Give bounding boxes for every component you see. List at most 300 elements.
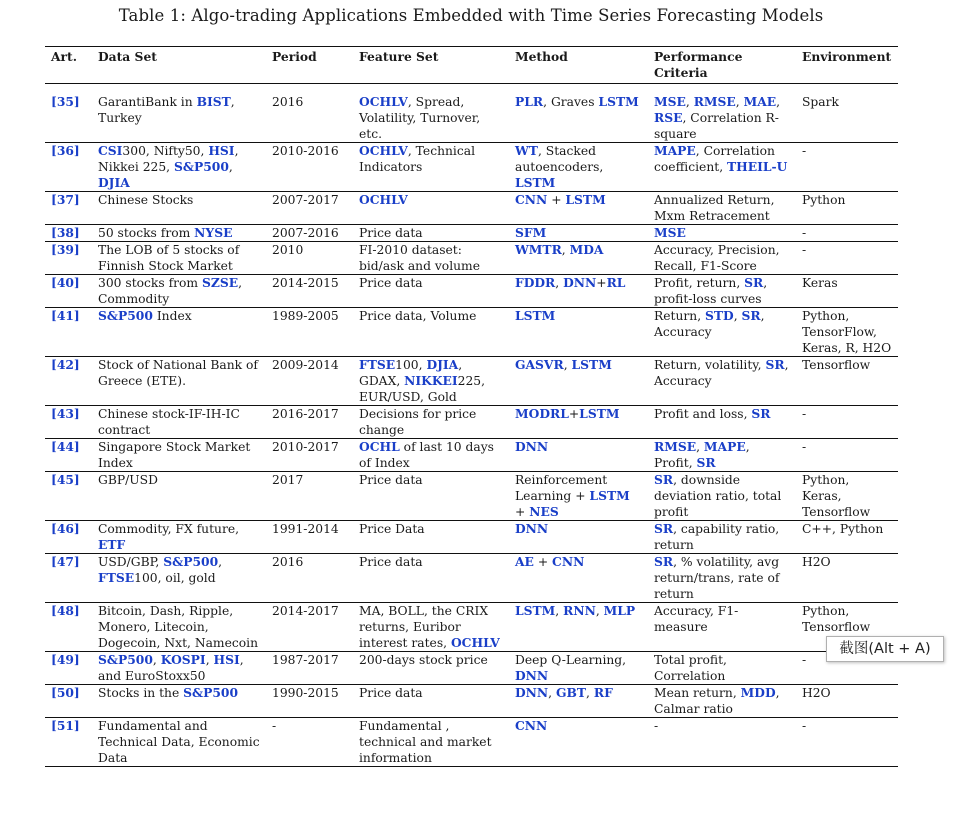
reference-link[interactable]: [39]: [51, 242, 80, 257]
cell-text: Total profit, Correlation: [654, 653, 727, 683]
reference-link[interactable]: [51]: [51, 718, 80, 733]
cell-data-set: [92, 143, 266, 192]
citation-link[interactable]: WT: [515, 143, 538, 158]
citation-link[interactable]: SR: [654, 521, 674, 536]
cell-text: -: [802, 407, 807, 421]
reference-link[interactable]: [50]: [51, 685, 80, 700]
citation-link[interactable]: S&P500: [183, 685, 239, 700]
cell-feature-set: [353, 521, 509, 554]
cell-period: [266, 192, 353, 225]
cell-text: -: [802, 226, 807, 240]
cell-performance-criteria: [648, 275, 796, 308]
citation-link[interactable]: HSI: [213, 652, 240, 667]
cell-period: [266, 652, 353, 685]
citation-link[interactable]: RSE: [654, 110, 683, 125]
cell-art: [45, 685, 92, 718]
cell-feature-set: [353, 685, 509, 718]
cell-data-set: [92, 225, 266, 242]
cell-text: -: [802, 719, 807, 733]
cell-text: 2010-2017: [272, 440, 339, 454]
cell-data-set: [92, 308, 266, 357]
cell-text: ,: [561, 243, 570, 257]
citation-link[interactable]: LSTM: [589, 488, 630, 503]
cell-text: , Spread, Volatility, Turnover, etc.: [359, 95, 481, 141]
reference-link[interactable]: [49]: [51, 652, 80, 667]
cell-text: ,: [563, 358, 572, 372]
cell-text: ,: [733, 309, 742, 323]
reference-link[interactable]: [38]: [51, 225, 80, 240]
cell-performance-criteria: [648, 521, 796, 554]
cell-text: Price data: [359, 555, 423, 569]
cell-text: Price data: [359, 226, 423, 240]
citation-link[interactable]: LSTM: [598, 94, 639, 109]
citation-link[interactable]: CNN: [552, 554, 585, 569]
cell-text: Annualized Return, Mxm Retracement: [654, 193, 775, 223]
reference-link[interactable]: [37]: [51, 192, 80, 207]
citation-link[interactable]: SR: [654, 554, 674, 569]
citation-link[interactable]: RMSE: [654, 439, 697, 454]
citation-link[interactable]: DNN: [515, 685, 549, 700]
citation-link[interactable]: NES: [529, 504, 559, 519]
cell-text: 2010-2016: [272, 144, 339, 158]
cell-method: [509, 685, 648, 718]
cell-environment: [796, 439, 898, 472]
citation-link[interactable]: MSE: [654, 225, 686, 240]
cell-performance-criteria: [648, 94, 796, 143]
cell-text: The LOB of 5 stocks of Finnish Stock Market: [98, 243, 240, 273]
citation-link[interactable]: NIKKEI: [404, 373, 458, 388]
citation-link[interactable]: RF: [593, 685, 613, 700]
citation-link[interactable]: MAPE: [703, 439, 746, 454]
cell-text: ,: [685, 95, 694, 109]
cell-art: [45, 718, 92, 767]
cell-art: [45, 406, 92, 439]
citation-link[interactable]: S&P500: [98, 652, 153, 667]
header-row: [45, 47, 898, 84]
cell-data-set: [92, 603, 266, 652]
cell-performance-criteria: [648, 192, 796, 225]
cell-text: 2016: [272, 95, 304, 109]
cell-text: Singapore Stock Market Index: [98, 440, 251, 470]
cell-period: [266, 439, 353, 472]
cell-performance-criteria: [648, 718, 796, 767]
citation-link[interactable]: FTSE: [98, 570, 135, 585]
cell-text: C++, Python: [802, 522, 884, 536]
cell-text: +: [515, 505, 530, 519]
citation-link[interactable]: DNN: [515, 439, 549, 454]
cell-data-set: [92, 406, 266, 439]
table-row: [45, 685, 898, 718]
cell-text: Commodity, FX future,: [98, 522, 240, 536]
cell-text: ,: [228, 160, 233, 174]
cell-period: [266, 406, 353, 439]
cell-text: Bitcoin, Dash, Ripple, Monero, Litecoin, Dogecoin, Nxt, Namecoin: [98, 604, 258, 650]
table-row: [45, 406, 898, 439]
header-environment: Environment: [802, 49, 892, 64]
cell-feature-set: [353, 143, 509, 192]
cell-environment: [796, 275, 898, 308]
cell-text: ,: [218, 555, 223, 569]
cell-period: [266, 718, 353, 767]
cell-period: [266, 143, 353, 192]
citation-link[interactable]: SR: [654, 472, 674, 487]
cell-method: [509, 652, 648, 685]
cell-text: 1990-2015: [272, 686, 339, 700]
screenshot-shortcut-tooltip: 截图(Alt + A): [826, 636, 944, 662]
reference-link[interactable]: [46]: [51, 521, 80, 536]
cell-text: 100,: [395, 358, 427, 372]
cell-feature-set: [353, 192, 509, 225]
cell-method: [509, 143, 648, 192]
cell-text: Price data: [359, 686, 423, 700]
cell-text: ,: [555, 604, 564, 618]
cell-environment: [796, 472, 898, 521]
cell-art: [45, 521, 92, 554]
reference-link[interactable]: [48]: [51, 603, 80, 618]
cell-text: +: [596, 276, 607, 290]
cell-period: [266, 225, 353, 242]
table-caption: Table 1: Algo-trading Applications Embedded with Time Series Forecasting Models: [118, 6, 824, 25]
cell-performance-criteria: [648, 242, 796, 275]
cell-feature-set: [353, 554, 509, 603]
table-row: [45, 308, 898, 357]
cell-text: +: [547, 193, 566, 207]
citation-link[interactable]: SR: [765, 357, 785, 372]
cell-environment: [796, 242, 898, 275]
cell-text: ,: [548, 686, 556, 700]
table-row: [45, 439, 898, 472]
citation-link[interactable]: RL: [606, 275, 626, 290]
cell-art: [45, 192, 92, 225]
cell-performance-criteria: [648, 554, 796, 603]
citation-link[interactable]: MODRL: [515, 406, 569, 421]
cell-data-set: [92, 192, 266, 225]
citation-link[interactable]: OCHLV: [359, 143, 408, 158]
cell-art: [45, 357, 92, 406]
cell-text: Index: [152, 309, 192, 323]
cell-art: [45, 652, 92, 685]
citation-link[interactable]: S&P500: [163, 554, 219, 569]
citation-link[interactable]: FTSE: [359, 357, 396, 372]
citation-link[interactable]: S&P500: [174, 159, 229, 174]
cell-environment: [796, 718, 898, 767]
table-row: [45, 603, 898, 652]
reference-link[interactable]: [41]: [51, 308, 80, 323]
cell-method: [509, 357, 648, 406]
cell-data-set: [92, 472, 266, 521]
table-row: [45, 275, 898, 308]
spacer-cell: [45, 84, 898, 95]
cell-art: [45, 472, 92, 521]
citation-link[interactable]: DNN: [515, 521, 549, 536]
reference-link[interactable]: [44]: [51, 439, 80, 454]
cell-environment: [796, 357, 898, 406]
cell-period: [266, 472, 353, 521]
cell-method: [509, 439, 648, 472]
citation-link[interactable]: AE: [515, 554, 534, 569]
table-row: [45, 554, 898, 603]
cell-text: GBP/USD: [98, 473, 158, 487]
header-period: Period: [272, 49, 317, 64]
reference-link[interactable]: [36]: [51, 143, 80, 158]
cell-performance-criteria: [648, 472, 796, 521]
citation-link[interactable]: GBT: [555, 685, 587, 700]
cell-text: GarantiBank in: [98, 95, 197, 109]
cell-text: 2007-2017: [272, 193, 339, 207]
cell-data-set: [92, 652, 266, 685]
cell-feature-set: [353, 275, 509, 308]
cell-text: USD/GBP,: [98, 555, 164, 569]
cell-text: Profit, return,: [654, 276, 745, 290]
cell-feature-set: [353, 225, 509, 242]
cell-text: Price data: [359, 473, 423, 487]
cell-method: [509, 554, 648, 603]
citation-link[interactable]: STD: [705, 308, 734, 323]
citation-link[interactable]: MAPE: [654, 143, 696, 158]
cell-period: [266, 521, 353, 554]
cell-text: , Correlation coefficient,: [654, 144, 775, 174]
cell-text: MA, BOLL, the CRIX returns, Euribor interest rates,: [359, 604, 489, 650]
cell-text: , capability ratio, return: [654, 522, 780, 552]
cell-performance-criteria: [648, 652, 796, 685]
citation-link[interactable]: LSTM: [515, 308, 556, 323]
cell-art: [45, 94, 92, 143]
cell-text: 200-days stock price: [359, 653, 488, 667]
citation-link[interactable]: SR: [696, 455, 716, 470]
cell-method: [509, 603, 648, 652]
cell-environment: [796, 143, 898, 192]
cell-text: , GDAX,: [359, 358, 463, 388]
cell-text: Stock of National Bank of Greece (ETE).: [98, 358, 258, 388]
citation-link[interactable]: LSTM: [515, 603, 556, 618]
citation-link[interactable]: DNN: [563, 275, 597, 290]
reference-link[interactable]: [40]: [51, 275, 80, 290]
cell-environment: [796, 192, 898, 225]
reference-link[interactable]: [35]: [51, 94, 80, 109]
cell-text: , Calmar ratio: [654, 686, 780, 716]
table-row: [45, 652, 898, 685]
cell-data-set: [92, 275, 266, 308]
citation-link[interactable]: HSI: [208, 143, 235, 158]
cell-text: ,: [735, 95, 744, 109]
citation-link[interactable]: DJIA: [98, 175, 130, 190]
header-data-set: Data Set: [98, 49, 157, 64]
cell-method: [509, 242, 648, 275]
cell-text: Chinese stock-IF-IH-IC contract: [98, 407, 240, 437]
cell-data-set: [92, 242, 266, 275]
citation-link[interactable]: THEIL-U: [727, 159, 788, 174]
citation-link[interactable]: KOSPI: [160, 652, 206, 667]
cell-text: Deep Q-Learning,: [515, 653, 627, 667]
cell-text: 1991-2014: [272, 522, 339, 536]
citation-link[interactable]: S&P500: [98, 308, 153, 323]
cell-feature-set: [353, 652, 509, 685]
cell-data-set: [92, 718, 266, 767]
cell-text: ,: [586, 686, 594, 700]
citation-link[interactable]: WMTR: [515, 242, 562, 257]
citation-link[interactable]: ETF: [98, 537, 126, 552]
citation-link[interactable]: SR: [751, 406, 771, 421]
citation-link[interactable]: CSI: [98, 143, 123, 158]
cell-text: 2017: [272, 473, 304, 487]
cell-text: , Accuracy: [654, 309, 765, 339]
citation-link[interactable]: OCHLV: [359, 192, 408, 207]
cell-text: Python: [802, 193, 846, 207]
cell-method: [509, 472, 648, 521]
reference-link[interactable]: [42]: [51, 357, 80, 372]
citation-link[interactable]: NYSE: [194, 225, 233, 240]
cell-text: Python, TensorFlow, Keras, R, H2O: [802, 309, 892, 355]
cell-text: , and EuroStoxx50: [98, 653, 244, 683]
table-row: [45, 718, 898, 767]
cell-text: ,: [696, 440, 704, 454]
cell-environment: [796, 521, 898, 554]
reference-link[interactable]: [45]: [51, 472, 80, 487]
cell-text: 300, Nifty50,: [122, 144, 209, 158]
citation-link[interactable]: GASVR: [515, 357, 564, 372]
cell-feature-set: [353, 308, 509, 357]
cell-text: , Turkey: [98, 95, 235, 125]
citation-link[interactable]: MLP: [603, 603, 636, 618]
citation-link[interactable]: OCHLV: [359, 94, 408, 109]
cell-method: [509, 225, 648, 242]
cell-text: 225, EUR/USD, Gold: [359, 374, 486, 404]
citation-link[interactable]: DJIA: [426, 357, 459, 372]
citation-link[interactable]: PLR: [515, 94, 544, 109]
cell-text: H2O: [802, 555, 831, 569]
cell-text: 2016-2017: [272, 407, 339, 421]
citation-link[interactable]: OCHL: [359, 439, 400, 454]
cell-method: [509, 406, 648, 439]
cell-text: -: [802, 653, 807, 667]
citation-link[interactable]: SR: [744, 275, 764, 290]
cell-text: 1987-2017: [272, 653, 339, 667]
cell-text: H2O: [802, 686, 831, 700]
cell-text: of last 10 days of Index: [359, 440, 494, 470]
cell-text: , Correlation R-square: [654, 111, 779, 141]
cell-period: [266, 603, 353, 652]
citation-link[interactable]: SFM: [515, 225, 547, 240]
cell-feature-set: [353, 439, 509, 472]
cell-art: [45, 143, 92, 192]
cell-period: [266, 94, 353, 143]
cell-art: [45, 439, 92, 472]
cell-period: [266, 554, 353, 603]
cell-data-set: [92, 685, 266, 718]
cell-text: +: [533, 555, 553, 569]
citation-link[interactable]: SR: [741, 308, 761, 323]
header-feature-set: Feature Set: [359, 49, 439, 64]
table-row: [45, 225, 898, 242]
cell-text: , Technical Indicators: [359, 144, 476, 174]
cell-data-set: [92, 94, 266, 143]
citation-link[interactable]: MAE: [743, 94, 777, 109]
cell-text: Stocks in the: [98, 686, 184, 700]
header-performance-criteria: Performance Criteria: [654, 49, 743, 80]
citation-link[interactable]: FDDR: [515, 275, 556, 290]
cell-text: ,: [776, 95, 781, 109]
citation-link[interactable]: LSTM: [579, 406, 620, 421]
cell-text: Fundamental , technical and market information: [359, 719, 492, 765]
reference-link[interactable]: [47]: [51, 554, 80, 569]
cell-text: Return,: [654, 309, 706, 323]
cell-environment: [796, 94, 898, 143]
citation-link[interactable]: CNN: [515, 192, 548, 207]
citation-link[interactable]: OCHLV: [450, 635, 500, 650]
citation-link[interactable]: BIST: [196, 94, 231, 109]
cell-text: , downside deviation ratio, total profit: [654, 473, 782, 519]
citation-link[interactable]: LSTM: [565, 192, 606, 207]
table-row: [45, 472, 898, 521]
cell-performance-criteria: [648, 603, 796, 652]
cell-text: 300 stocks from: [98, 276, 202, 290]
cell-text: -: [654, 719, 659, 733]
cell-environment: [796, 225, 898, 242]
cell-performance-criteria: [648, 357, 796, 406]
cell-text: -: [802, 243, 807, 257]
cell-text: , Nikkei 225,: [98, 144, 239, 174]
cell-text: Python, Keras, Tensorflow: [802, 473, 871, 519]
cell-period: [266, 242, 353, 275]
table-row: [45, 94, 898, 143]
cell-performance-criteria: [648, 685, 796, 718]
cell-text: 2009-2014: [272, 358, 339, 372]
cell-text: , Profit,: [654, 440, 750, 470]
cell-data-set: [92, 554, 266, 603]
table-row: [45, 192, 898, 225]
header-method: Method: [515, 49, 568, 64]
cell-text: -: [802, 440, 807, 454]
citation-link[interactable]: LSTM: [571, 357, 612, 372]
cell-period: [266, 685, 353, 718]
table-row: [45, 357, 898, 406]
citation-link[interactable]: DNN: [515, 668, 549, 683]
cell-text: , Stacked autoencoders,: [515, 144, 604, 174]
citation-link[interactable]: RNN: [563, 603, 596, 618]
cell-text: -: [802, 144, 807, 158]
cell-environment: [796, 308, 898, 357]
cell-text: , % volatility, avg return/trans, rate of return: [654, 555, 780, 601]
citation-link[interactable]: MDA: [569, 242, 604, 257]
citation-link[interactable]: LSTM: [515, 175, 556, 190]
header-spacer: [45, 84, 898, 95]
citation-link[interactable]: MSE: [654, 94, 686, 109]
cell-art: [45, 554, 92, 603]
citation-link[interactable]: SZSE: [202, 275, 239, 290]
cell-text: 1989-2005: [272, 309, 339, 323]
citation-link[interactable]: MDD: [740, 685, 776, 700]
cell-text: Chinese Stocks: [98, 193, 194, 207]
cell-method: [509, 94, 648, 143]
reference-link[interactable]: [43]: [51, 406, 80, 421]
cell-art: [45, 275, 92, 308]
cell-text: Accuracy, F1-measure: [654, 604, 739, 634]
cell-method: [509, 521, 648, 554]
cell-text: Decisions for price change: [359, 407, 477, 437]
cell-data-set: [92, 521, 266, 554]
cell-text: Fundamental and Technical Data, Economic Data: [98, 719, 260, 765]
cell-text: Profit and loss,: [654, 407, 752, 421]
cell-art: [45, 308, 92, 357]
cell-period: [266, 308, 353, 357]
algo-trading-table: [45, 46, 898, 767]
cell-feature-set: [353, 603, 509, 652]
citation-link[interactable]: RMSE: [693, 94, 736, 109]
cell-text: ,: [555, 276, 564, 290]
citation-link[interactable]: CNN: [515, 718, 548, 733]
table-row: [45, 242, 898, 275]
cell-performance-criteria: [648, 143, 796, 192]
